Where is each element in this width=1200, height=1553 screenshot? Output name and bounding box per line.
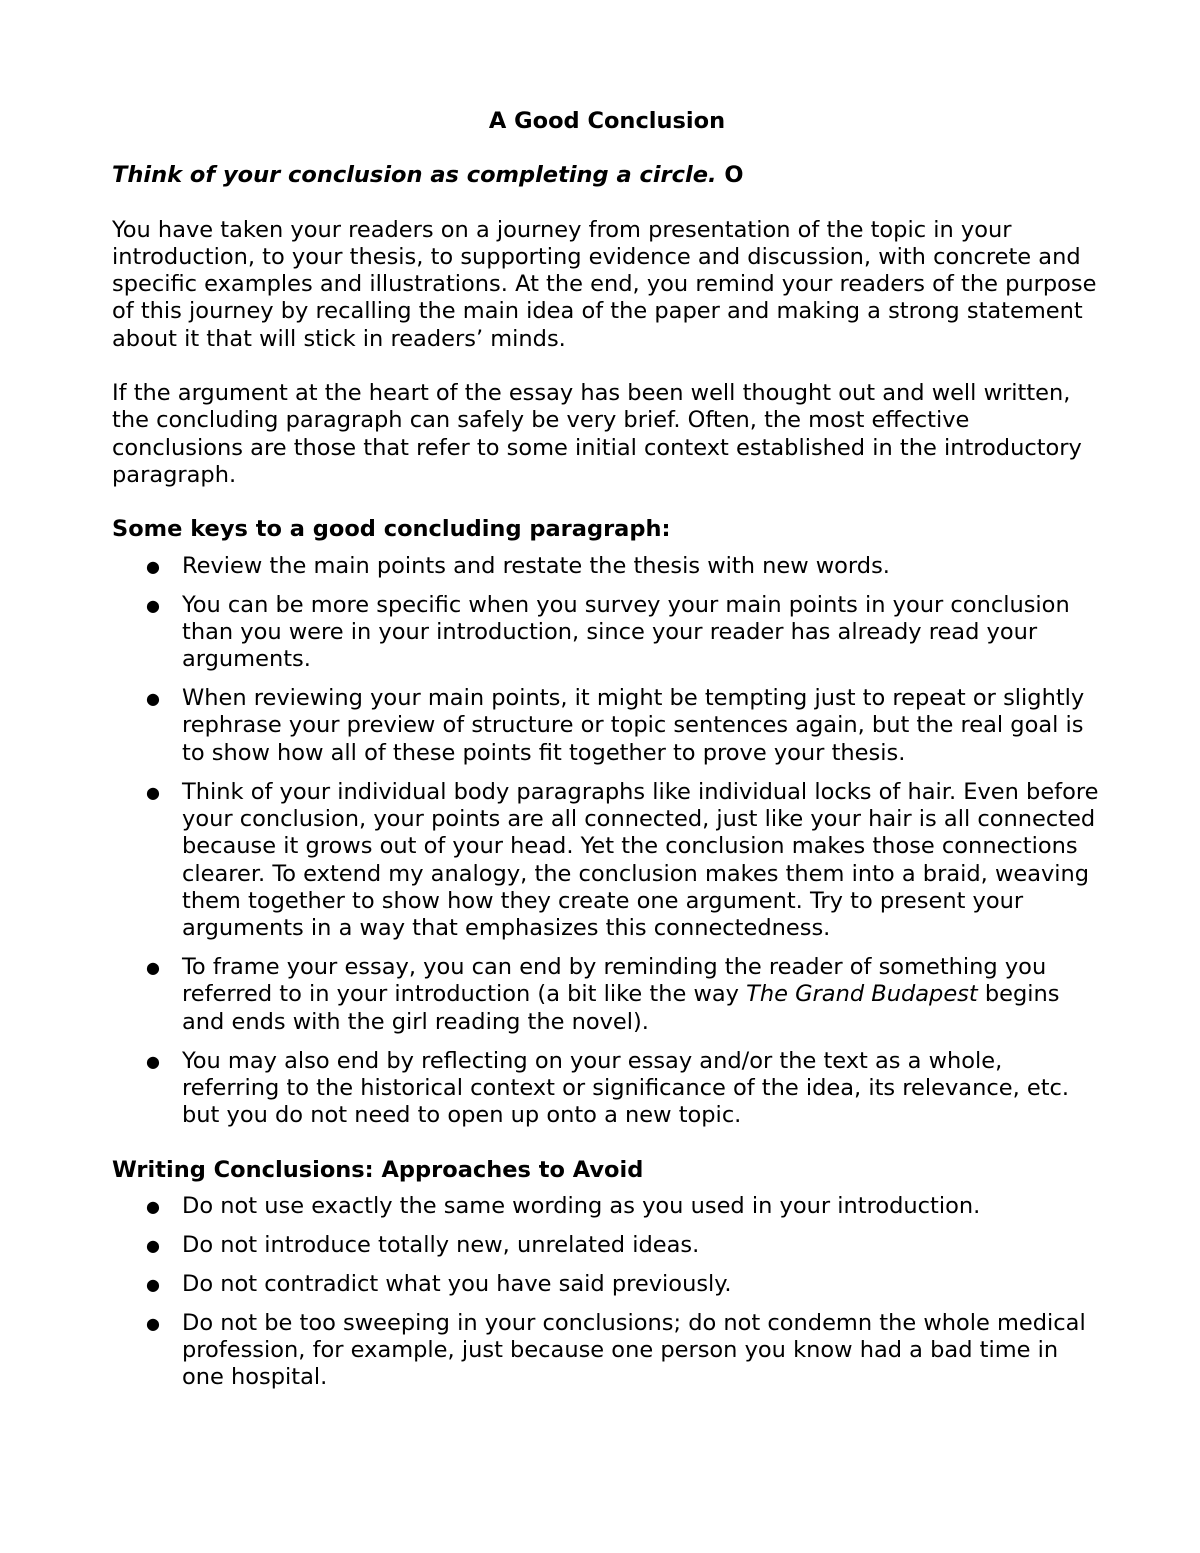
list-item-text: You may also end by reflecting on your essay and/or the text as a whole, referring to the historical context or significance of the idea, its relevance, etc. but you do not need to open up onto a new topic. (182, 1047, 1070, 1129)
list-item (112, 954, 1102, 1036)
list-item (112, 1232, 1102, 1259)
section-heading-keys: Some keys to a good concluding paragraph: (112, 516, 671, 543)
lead-trailing-text: O (716, 162, 744, 189)
paragraph: You have taken your readers on a journey from presentation of the topic in your introduction, to your thesis, to supporting evidence and discussion, with concrete and specific examples and illustrations. At the end, you remind your readers of the purpose of this journey by recalling the main idea of the paper and making a strong statement about it that will stick in readers’ minds. (112, 216, 1097, 352)
bullet-icon: ● (146, 595, 160, 615)
list-item-text-after: begins and ends with the girl reading the novel). (182, 981, 1060, 1035)
bullet-icon: ● (146, 1274, 160, 1294)
list-item (112, 592, 1102, 674)
lead-italic-text: Think of your conclusion as completing a circle. (112, 162, 717, 189)
list-item (112, 1310, 1102, 1392)
list-item (112, 1048, 1102, 1130)
list-item (112, 1193, 1102, 1220)
paragraph: If the argument at the heart of the essay has been well thought out and well written, the concluding paragraph can safely be very brief. Often, the most effective conclusions are those that refer to some initial context established in the introductory paragraph. (112, 380, 1082, 488)
bullet-icon: ● (146, 556, 160, 576)
list-item-text: Do not introduce totally new, unrelated ideas. (182, 1231, 700, 1258)
bullet-icon: ● (146, 782, 160, 802)
list-item (112, 779, 1102, 943)
list-item-text: Think of your individual body paragraphs like individual locks of hair. Even before your conclusion, your points are all connected, just like your hair is all connected because it grows out of your head. Yet the conclusion makes those connections clearer. To extend my analogy, the conclusion makes them into a braid, weaving them together to show how they create one argument. Try to present your arguments in a way that emphasizes this connectedness. (182, 778, 1099, 942)
list-item-text: You can be more specific when you survey your main points in your conclusion than you were in your introduction, since your reader has already read your arguments. (182, 591, 1070, 673)
list-item-text: When reviewing your main points, it might be tempting just to repeat or slightly rephrase your preview of structure or topic sentences again, but the real goal is to show how all of these points fit together to prove your thesis. (182, 685, 1085, 766)
avoid-list (112, 1193, 1102, 1392)
bullet-icon: ● (146, 1051, 160, 1071)
bullet-icon: ● (146, 1196, 160, 1216)
document-title: A Good Conclusion (488, 108, 726, 134)
list-item (112, 1271, 1102, 1298)
keys-list (112, 553, 1102, 1130)
document-page (112, 108, 1102, 1419)
section-heading-avoid: Writing Conclusions: Approaches to Avoid (112, 1156, 644, 1183)
list-item-text: Do not be too sweeping in your conclusions; do not condemn the whole medical profession, for example, just because one person you know had a bad time in one hospital. (182, 1309, 1086, 1391)
bullet-icon: ● (146, 1313, 160, 1333)
list-item-text: Do not use exactly the same wording as you used in your introduction. (182, 1192, 981, 1219)
list-item-text: Do not contradict what you have said previously. (182, 1270, 732, 1297)
bullet-icon: ● (146, 958, 160, 978)
lead-sentence (112, 162, 1102, 189)
film-title: The Grand Budapest (746, 981, 978, 1008)
bullet-icon: ● (146, 689, 160, 709)
list-item (112, 553, 1102, 580)
bullet-icon: ● (146, 1235, 160, 1255)
list-item-text-before: To frame your essay, you can end by reminding the reader of something you referred to in your introduction (a bit like the way (182, 954, 1047, 1008)
list-item (112, 685, 1102, 767)
list-item-text: Review the main points and restate the thesis with new words. (182, 552, 890, 579)
